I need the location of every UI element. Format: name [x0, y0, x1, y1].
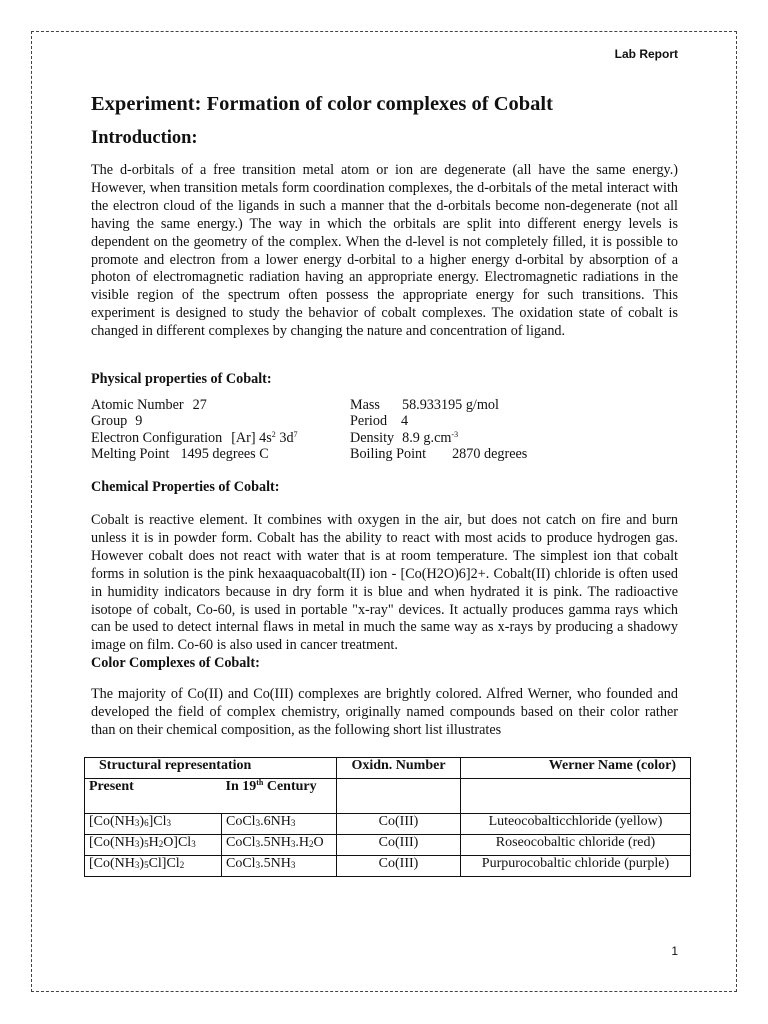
header-century: In 19th Century: [222, 779, 337, 814]
mass-value: 58.933195 g/mol: [401, 397, 499, 413]
cell-century-formula: $CoCl_3.6NH_3$: [222, 814, 337, 835]
header-present: Present: [85, 779, 222, 814]
cell-werner-name: Purpurocobaltic chloride (purple): [461, 856, 691, 877]
header-label: Lab Report: [614, 47, 678, 61]
introduction-heading: Introduction:: [91, 128, 198, 148]
cell-oxidn: Co(III): [337, 835, 461, 856]
header-werner: Werner Name (color): [461, 758, 691, 779]
page-title: Experiment: Formation of color complexes of Cobalt: [91, 93, 553, 115]
cell-werner-name: Luteocobalticchloride (yellow): [461, 814, 691, 835]
atomic-number: [91, 397, 207, 413]
group: [91, 413, 142, 429]
period-value: 4: [401, 413, 409, 430]
color-complexes-heading: Color Complexes of Cobalt:: [91, 655, 260, 671]
physical-properties-list: [91, 397, 651, 462]
atomic-number-label: Atomic Number: [91, 397, 184, 413]
table-header-row: [85, 758, 691, 779]
electron-configuration: Electron Configuration [Ar] $4s^2$ $3d^7$: [91, 429, 298, 446]
period-label: Period: [350, 413, 388, 430]
chemical-properties-heading: Chemical Properties of Cobalt:: [91, 479, 280, 495]
color-complexes-paragraph: The majority of Co(II) and Co(III) complexes are brightly colored. Alfred Werner, who founded and developed the field of complex chemistry, originally named compounds based on their color rather than on their chemical composition, as the following short list illustrates: [91, 686, 678, 738]
physical-properties-heading: Physical properties of Cobalt:: [91, 371, 272, 387]
melting-point-value: 1495 degrees C: [180, 445, 269, 462]
header-structural: Structural representation: [85, 758, 337, 779]
table-subheader-row: [85, 779, 691, 814]
cell-oxidn: Co(III): [337, 856, 461, 877]
prop-row-3: [91, 430, 651, 446]
complexes-table: [84, 757, 691, 877]
boiling-point-value: 2870 degrees: [452, 445, 528, 462]
cell-oxidn: Co(III): [337, 814, 461, 835]
prop-row-4: [91, 446, 651, 462]
cell-werner-name: Roseocobaltic chloride (red): [461, 835, 691, 856]
boiling-point-label: Boiling Point: [350, 445, 427, 462]
table-row: [85, 814, 691, 835]
electron-configuration-label: Electron Configuration: [91, 429, 223, 446]
mass: [350, 397, 499, 413]
cell-century-formula: $CoCl_3.5NH_3.H_2O$: [222, 835, 337, 856]
page-number: 1: [671, 944, 678, 958]
cell-present-formula: $[Co(NH_3)_5H_2O]Cl_3$: [85, 835, 222, 856]
table-row: [85, 835, 691, 856]
melting-point: [91, 446, 269, 462]
table-row: [85, 856, 691, 877]
mass-label: Mass: [350, 397, 380, 413]
introduction-paragraph: The d-orbitals of a free transition metal atom or ion are degenerate (all have the same energy.) However, when transition metals form coordination complexes, the d-orbitals of the metal interact with the electron cloud of the ligands in such a manner that the d-orbitals become non-degenerate (not all having the same energy.) The way in which the orbitals are split into different energy levels is dependent on the geometry of the complex. When the d-level is not completely filled, it is possible to promote and electron from a lower energy d-orbital to a higher energy d-orbital by absorption of a photon of electromagnetic radiation having an appropriate energy. Electromagnetic radiations in the visible region of the spectrum often possess the appropriate energy for such transitions. This experiment is designed to study the behavior of cobalt complexes. The oxidation state of cobalt is changed in different complexes by changing the nature and concentration of ligand.: [91, 162, 678, 340]
density-label: Density: [350, 429, 395, 446]
cell-century-formula: $CoCl_3.5NH_3$: [222, 856, 337, 877]
prop-row-1: [91, 397, 651, 413]
group-value: 9: [135, 413, 143, 430]
boiling-point: [350, 446, 527, 462]
cell-present-formula: $[Co(NH_3)_6]Cl_3$: [85, 814, 222, 835]
header-oxidn: Oxidn. Number: [337, 758, 461, 779]
density: Density 8.9 $g.cm^{-3}$: [350, 429, 459, 446]
prop-row-2: [91, 413, 651, 429]
melting-point-label: Melting Point: [91, 445, 170, 462]
complexes-table-wrapper: [84, 757, 691, 877]
group-label: Group: [91, 413, 128, 430]
period: [350, 413, 408, 429]
atomic-number-value: 27: [192, 397, 207, 413]
cell-present-formula: $[Co(NH_3)_5Cl]Cl_2$: [85, 856, 222, 877]
chemical-properties-paragraph: Cobalt is reactive element. It combines with oxygen in the air, but does not catch on fire and burn unless it is in powder form. Cobalt has the ability to react with most acids to produce hydrogen gas. However cobalt does not react with water that is at room temperature. The simplest ion that cobalt forms in solution is the pink hexaaquacobalt(II) ion - [Co(H2O)6]2+. Cobalt(II) chloride is often used in humidity indicators because in dry form it is blue and when hydrated it is pink. The radioactive isotope of cobalt, Co-60, is used in portable "x-ray" devices. It actually produces gamma rays which can be used to detect internal flaws in metal in much the same way as x-rays by producing a shadowy image on film. Co-60 is also used in cancer treatment.: [91, 512, 678, 654]
